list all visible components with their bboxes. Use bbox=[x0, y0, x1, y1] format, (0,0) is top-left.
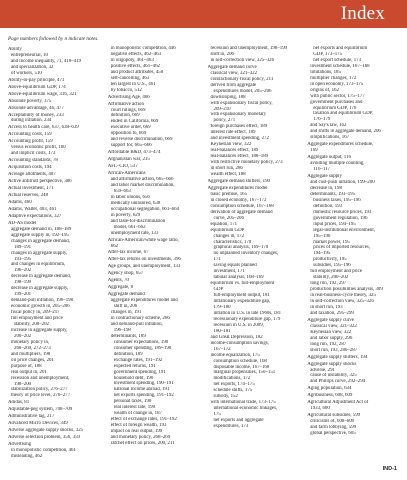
index-heading: Adams, Walter, 403, 461 bbox=[8, 206, 57, 212]
index-subentry: expected returns, 191 bbox=[113, 363, 156, 369]
index-heading: Adjustable-peg system, 708–709 bbox=[8, 407, 73, 413]
index-subentry: and taste-for-discrimination bbox=[110, 218, 166, 224]
index-subentry: 198–200 bbox=[14, 381, 32, 387]
index-subentry: investment, 171 bbox=[213, 269, 245, 275]
index-subentry: and labor supply, 296 bbox=[310, 335, 353, 341]
index-subentry: basic premise, 165 bbox=[210, 191, 248, 197]
index-subentry: and demand-pull inflation, bbox=[110, 321, 163, 327]
index-subentry: classical view, 321–322 bbox=[310, 323, 357, 329]
index-subentry: effect of exchange rates, 191–192 bbox=[110, 417, 177, 423]
index-heading: Adams, 460 bbox=[8, 199, 32, 205]
index-heading: Aggregate expenditures schedule, bbox=[307, 142, 374, 148]
index-column-3 bbox=[208, 46, 304, 462]
index-subentry: 169 bbox=[310, 148, 318, 154]
index-subentry: with international trade, 173–175 bbox=[210, 400, 276, 406]
index-heading: Aggregate demand shifters, 190 bbox=[207, 178, 270, 184]
index-subentry: equilibrium vs. full-employment bbox=[210, 281, 275, 287]
index-subentry: 1933, 600 bbox=[310, 406, 330, 412]
index-subentry: recession and unemployment, bbox=[11, 375, 70, 381]
index-subentry: equilibrium GDP bbox=[210, 227, 245, 233]
index-heading: Above-equilibrium GDP, 174 bbox=[8, 84, 66, 90]
index-subentry: in oligopoly, 461–463 bbox=[110, 57, 154, 63]
index-heading: Agents, 70 bbox=[107, 278, 129, 284]
index-subentry: and Great Depression, 182 bbox=[210, 334, 263, 340]
index-subentry: 200–202 bbox=[14, 333, 32, 339]
index-subentry: in monopolistic competition, 461 bbox=[11, 448, 76, 454]
index-subentry: input prices, 194–195 bbox=[313, 221, 356, 227]
index-subentry: Keynesian view, 322 bbox=[310, 329, 352, 335]
index-heading: Agricultural Adjustment Act of bbox=[307, 400, 369, 406]
index-subentry: recession in U.S. in 2009, bbox=[213, 322, 264, 328]
index-subentry: 196–198 bbox=[113, 327, 131, 333]
index-subentry: in short run, 286 bbox=[210, 166, 243, 172]
index-subentry: during inflation, 234 bbox=[11, 118, 52, 124]
index-subentry: determinants, 193–195 bbox=[310, 191, 356, 197]
index-subentry: with expansionary fiscal policy, bbox=[210, 100, 273, 106]
index-subentry: long run, 192, 287 bbox=[310, 341, 347, 347]
index-heading: AFL–CIO, 537 bbox=[107, 164, 138, 170]
index-subentry: real-balances effect, 188–189 bbox=[210, 154, 269, 160]
index-subentry: changes in aggregate supply, bbox=[11, 250, 68, 256]
index-subentry: shift in, 206 bbox=[210, 51, 235, 57]
index-subentry: net exports spending, 191–192 bbox=[113, 393, 174, 399]
index-heading: Administrative lag, 217 bbox=[8, 414, 55, 420]
index-heading: Aggregate expenditures model bbox=[207, 185, 268, 191]
index-subentry: and changes in equilibrium, bbox=[11, 262, 66, 268]
index-subentry: economic growth in, 205–206 bbox=[11, 304, 70, 310]
index-subentry: 176–179 bbox=[313, 117, 331, 123]
index-subentry: wealth of change in, 187 bbox=[113, 411, 162, 417]
index-subentry: definition, 669 bbox=[110, 113, 140, 119]
index-subentry: ratchet effect on prices, 200, 211 bbox=[110, 441, 175, 446]
index-heading: Aggregate supply shocks bbox=[307, 361, 357, 367]
index-subentry: foreign purchases effect, 189 bbox=[210, 124, 268, 130]
index-subentry: positive effects, 461–462 bbox=[110, 63, 160, 69]
index-heading: Active antitrust perspective, 386 bbox=[8, 179, 72, 185]
index-heading: Adverse aggregate supply shocks, 325 bbox=[8, 428, 84, 434]
index-heading: Accounting profit, 159 bbox=[8, 139, 53, 145]
index-subentry: real interest rate, 190 bbox=[113, 405, 156, 411]
index-subentry: in real-business-cycle theory, 325 bbox=[310, 293, 376, 299]
index-subentry: market power, 195 bbox=[313, 239, 350, 245]
index-subentry: and Say's law, 162 bbox=[310, 123, 347, 129]
index-heading: Absolute advantage, 46, 477 bbox=[8, 105, 64, 111]
index-heading: African-Americans bbox=[107, 171, 146, 177]
index-heading: Aggregate supply curve bbox=[307, 317, 354, 323]
index-column-2 bbox=[108, 46, 204, 462]
index-subentry: and shifts in aggregate demand, 206 bbox=[310, 129, 381, 135]
index-subentry: 195–196 bbox=[313, 233, 331, 239]
index-subentry: personal taxes, 190 bbox=[113, 399, 152, 405]
index-subentry: ten largest in U.S., 461 bbox=[110, 81, 156, 87]
index-heading: Aggregate output, 116 bbox=[307, 155, 351, 161]
index-subentry: 196–202 bbox=[14, 268, 32, 274]
index-heading: Absolute poverty, 375 bbox=[8, 98, 52, 104]
index-subentry: characteristics, 170 bbox=[213, 239, 252, 245]
index-heading: Aging population, 634 bbox=[307, 386, 352, 392]
index-subentry: subsidies, 195–196 bbox=[313, 263, 351, 269]
index-subentry: fiscal policy in, 209–217 bbox=[11, 310, 60, 316]
index-subentry: government purchases and bbox=[310, 99, 363, 105]
index-subentry: taxation and equilibrium GDP, bbox=[313, 111, 374, 117]
index-subentry: GDP, 173–175 bbox=[313, 51, 343, 57]
index-subentry: exchange rates, 191–192 bbox=[113, 357, 163, 363]
index-heading: Ability bbox=[8, 47, 22, 52]
index-subentry: decrease in, 198 bbox=[310, 185, 342, 191]
index-subentry: classical view, 321–322 bbox=[210, 70, 258, 76]
index-subentry: cause of instability, 325 bbox=[310, 373, 357, 379]
index-subentry: determinants, 189 bbox=[110, 333, 146, 339]
index-subentry: real output in, 201 bbox=[11, 369, 47, 375]
index-subentry: stability, 200–202 bbox=[313, 275, 349, 281]
index-subentry: subsidy, 152 bbox=[213, 394, 238, 400]
index-subentry: prices of imported resources, bbox=[313, 245, 371, 251]
index-subentry: and implicit costs, 173 bbox=[11, 151, 56, 157]
index-subentry: 194–195 bbox=[313, 251, 331, 257]
index-heading: Aggregate supply shifters, 194 bbox=[307, 354, 368, 360]
index-subentry: theory of price level, 276–277 bbox=[11, 393, 71, 399]
index-subentry: changes in aggregate demand, bbox=[11, 238, 70, 244]
index-heading: Accounting standards, 78 bbox=[8, 158, 58, 164]
index-subentry: real-balances effect, 189 bbox=[210, 148, 259, 154]
index-heading: African-American/white wage ratio, bbox=[107, 237, 179, 243]
index-subentry: aggregate demand in, 188–189 bbox=[11, 226, 72, 232]
index-subentry: legal-institutional environment, bbox=[313, 227, 375, 233]
index-subentry: negative effects, 462–463 bbox=[110, 51, 162, 57]
index-subentry: policy, 271 bbox=[213, 118, 236, 124]
index-subentry: oil price changes, 201 bbox=[11, 357, 54, 363]
index-subentry: and labor market discrimination, bbox=[110, 182, 175, 188]
index-heading: Access to health care, 637, 638–639 bbox=[8, 125, 79, 131]
index-subentry: domestic resource prices, 193 bbox=[313, 209, 372, 215]
index-subentry: in labor unions, 656 bbox=[110, 194, 150, 200]
index-subentry: in contractionary scheme, 266 bbox=[110, 315, 170, 321]
index-subentry: and taxation, 295–299 bbox=[310, 310, 354, 316]
index-subentry: investment spending, 190–191 bbox=[113, 381, 174, 387]
index-subentry: criticisms of, 608–609 bbox=[310, 419, 355, 425]
index-subentry: investment schedule, 167–168 bbox=[310, 63, 370, 69]
index-subentry: monetary policy in, bbox=[11, 339, 50, 345]
index-subentry: government regulation, 196 bbox=[313, 215, 368, 221]
index-subentry: shift in, 206 bbox=[113, 304, 138, 310]
index-subentry: increase in aggregate supply, bbox=[11, 327, 68, 333]
index-subentry: long run, 192, 297 bbox=[310, 281, 347, 287]
index-subentry: impact on real output, 199 bbox=[110, 429, 163, 435]
index-subentry: production possibilities analysis, 309 bbox=[310, 287, 383, 293]
index-subentry: full employment and price bbox=[310, 269, 362, 275]
index-heading: Aggregate demand bbox=[107, 292, 145, 298]
index-subentry: consumption schedule, 167–168 bbox=[210, 203, 274, 209]
index-columns bbox=[8, 46, 403, 462]
index-subentry: unemployment rate, 133 bbox=[110, 230, 159, 236]
index-subentry: equation, 171 bbox=[210, 221, 238, 227]
index-subentry: equilibrium GDP, 176 bbox=[313, 105, 357, 111]
index-subentry: consumption schedule, 168 bbox=[213, 358, 267, 364]
index-subentry: limitations, 185 bbox=[310, 69, 341, 75]
index-subentry: in self-correction view, 325–326 bbox=[210, 57, 275, 63]
index-subentry: purpose of, 188 bbox=[11, 363, 42, 369]
index-subentry: decrease in aggregate demand, bbox=[11, 274, 72, 280]
index-subentry: business taxes, 195–196 bbox=[313, 197, 361, 203]
index-subentry: 175 bbox=[213, 412, 221, 418]
index-subentry: net exports, 174–175 bbox=[213, 382, 255, 388]
index-subentry: modifications, 172 bbox=[213, 376, 251, 382]
index-subentry: with public sector, 175–177 bbox=[310, 93, 365, 99]
index-subentry: consumer expectations, 190 bbox=[113, 339, 169, 345]
index-subentry: inflation in U.S. in late 1960s, 181 bbox=[213, 310, 282, 316]
index-subentry: opposition to, 669 bbox=[110, 131, 147, 137]
index-subentry: simplifications, 167 bbox=[310, 135, 350, 141]
index-subentry: 209–210 bbox=[213, 106, 231, 112]
index-subentry: income-consumption savings, bbox=[210, 340, 269, 346]
index-subentry: and product attributes, 450 bbox=[110, 69, 164, 75]
index-subentry: and affirmative action, 665–666 bbox=[110, 177, 174, 183]
index-heading: Age groups, and unemployment, 133 bbox=[107, 264, 181, 270]
index-heading: Actual reserves, 248 bbox=[8, 192, 49, 198]
index-subentry: and monetary policy, 268–269 bbox=[110, 435, 171, 441]
index-heading: Agricultural subsidies, 599 bbox=[307, 413, 361, 419]
index-subentry: wealth effect, 188 bbox=[210, 172, 246, 178]
index-subentry: 171 bbox=[213, 257, 221, 263]
index-heading: Above-equilibrium wage, 316, 321 bbox=[8, 91, 77, 97]
index-subentry: government spending, 191 bbox=[113, 369, 166, 375]
index-heading: Adverse selection problem, 356, 359 bbox=[8, 435, 80, 441]
index-subentry: saving equals planned bbox=[213, 263, 257, 269]
index-subentry: versus economic profit, 160 bbox=[11, 145, 66, 151]
index-heading: Advanced Micro Devices, 349 bbox=[8, 421, 68, 427]
index-subentry: and reverse discrimination, 669 bbox=[110, 137, 173, 143]
index-subentry: in short run, 193 bbox=[310, 304, 343, 310]
index-heading: Agency shop, 657 bbox=[107, 271, 144, 277]
index-subentry: definition, 189 bbox=[113, 351, 143, 357]
index-subentry: in poverty, 629 bbox=[110, 212, 141, 218]
index-subentry: 179–180 bbox=[213, 304, 231, 310]
index-subentry: stability, 200–202 bbox=[14, 321, 50, 327]
index-subentry: productivity, 195 bbox=[313, 257, 347, 263]
index-subentry: aggregate expenditures model and bbox=[110, 298, 178, 304]
index-subentry: graphical analysis, 169–170 bbox=[213, 245, 269, 251]
index-subentry: net export schedule, 173 bbox=[313, 57, 362, 63]
index-subentry: occupational segregation, 661–664 bbox=[110, 206, 180, 212]
index-subentry: tabular analysis, 168–169 bbox=[213, 275, 264, 281]
index-subentry: avoiding multiple counting, bbox=[310, 161, 365, 167]
page-title: Index bbox=[340, 3, 385, 24]
index-subentry: marginal propensities, 150–151 bbox=[213, 370, 276, 376]
index-subentry: aggregate supply in, 192–195 bbox=[11, 232, 69, 238]
index-subentry: origins of, 162 bbox=[310, 87, 339, 93]
index-subentry: disposable income, 167–168 bbox=[213, 364, 270, 370]
index-heading: Aggregate demand curve bbox=[207, 64, 257, 70]
index-subentry: full-employment output, 181 bbox=[213, 293, 270, 299]
index-heading: Adidas, 81 bbox=[8, 400, 30, 406]
index-subentry: in monopolistic competition, 446 bbox=[110, 46, 176, 51]
index-heading: Agribusiness, 608, 609 bbox=[307, 393, 353, 399]
index-subentry: demand-pull inflation, 196–198 bbox=[11, 298, 74, 304]
index-subentry: adverse, 291 bbox=[310, 367, 335, 373]
index-subentry: misleading, 462 bbox=[11, 454, 43, 459]
index-subentry: GDP bbox=[213, 287, 224, 293]
index-column-4 bbox=[307, 46, 403, 462]
index-subentry: medically uninsured, 638 bbox=[110, 200, 161, 206]
index-subentry: definition, 193 bbox=[313, 203, 343, 209]
index-heading: Ability-to-pay principle, 471 bbox=[8, 77, 65, 83]
index-subentry: executive order, 669 bbox=[110, 125, 151, 131]
index-subentry: in open economy, 173–175 bbox=[310, 81, 364, 87]
index-subentry: in closed economy, 167–172 bbox=[210, 197, 267, 203]
index-subentry: recessionary expenditure gap, 179 bbox=[213, 316, 281, 322]
index-subentry: 189–191 bbox=[14, 244, 32, 250]
index-subentry: net exports and aggregate bbox=[213, 418, 264, 424]
index-subentry: and Phillips curve, 292–294 bbox=[310, 379, 366, 385]
index-heading: Affirmative action bbox=[107, 101, 144, 107]
index-subentry: derived from aggregate bbox=[210, 82, 257, 88]
index-subentry: by tobacco, 512 bbox=[110, 87, 142, 93]
index-column-1 bbox=[8, 46, 104, 462]
index-subentry: global perspective, 605 bbox=[310, 431, 356, 437]
index-subentry: schedule shifts, 175 bbox=[213, 388, 253, 394]
index-subentry: 662 bbox=[110, 243, 119, 249]
index-subentry: 167–172 bbox=[213, 346, 231, 352]
index-heading: Accounting costs, 159 bbox=[8, 132, 52, 138]
index-heading: Advertising bbox=[8, 442, 32, 448]
index-header-band bbox=[0, 0, 407, 28]
index-subentry: multiplier changes, 172 bbox=[310, 75, 357, 81]
index-subentry: of workers, 510 bbox=[11, 70, 42, 76]
index-subentry: recession and unemployment, 198–199 bbox=[210, 46, 288, 51]
index-subentry: and farm lobbying, 599 bbox=[310, 425, 357, 431]
index-heading: Aggregate, 8 bbox=[107, 285, 134, 291]
index-subentry: consumer spending, 189–190 bbox=[113, 345, 172, 351]
index-subentry: court rulings, 669 bbox=[110, 107, 146, 113]
index-subentry: contractionary fiscal policy, 211 bbox=[210, 76, 274, 82]
index-heading: Acquisition costs, 194 bbox=[8, 165, 52, 171]
index-subentry: 659–663 bbox=[113, 188, 131, 194]
index-subentry: and income inequality, 71, 418–419 bbox=[11, 58, 82, 64]
index-heading: Afghanistan war, 215 bbox=[107, 157, 150, 163]
index-subentry: 116–117 bbox=[313, 167, 331, 173]
index-subentry: derivation of aggregate demand bbox=[210, 209, 273, 215]
index-subentry: expenditures model, 205–206 bbox=[213, 88, 272, 94]
index-heading: Adaptive expectations, 327 bbox=[8, 213, 62, 219]
index-subentry: inflationary expenditure gap, bbox=[213, 299, 271, 305]
index-subentry: interest rate effect, 189 bbox=[210, 130, 256, 136]
index-subentry: net exports and equilibrium bbox=[313, 46, 368, 51]
index-subentry: and investment spending, 272 bbox=[210, 136, 269, 142]
index-subentry: stabilization policy, 276–277 bbox=[11, 387, 68, 393]
index-heading: Actual investment, 171 bbox=[8, 186, 54, 192]
index-subentry: national income abroad, 191 bbox=[113, 387, 170, 393]
index-subentry: 198–199 bbox=[14, 280, 32, 286]
index-subentry: and multipliers, 198 bbox=[11, 351, 51, 357]
index-heading: After-tax income, 67 bbox=[107, 250, 149, 256]
index-heading: Advertising Age, 466 bbox=[107, 94, 150, 100]
index-subentry: and specialization, 32 bbox=[11, 64, 54, 70]
index-subentry: decrease in aggregate supply, bbox=[11, 286, 69, 292]
index-subentry: changes in, 191 bbox=[110, 310, 142, 316]
index-subentry: in self-correction view, 325–326 bbox=[310, 299, 374, 305]
index-subentry: with expansionary monetary bbox=[210, 112, 267, 118]
index-subentry: household debt, 190 bbox=[113, 375, 154, 381]
index-heading: After-tax returns on investments, 396 bbox=[107, 257, 181, 263]
index-subentry: entrepreneurial, 10 bbox=[11, 52, 48, 58]
index-subentry: self-cancelling, 463 bbox=[110, 75, 150, 81]
index-heading: Acceptability of money, 233 bbox=[8, 112, 64, 118]
index-subentry: expenditures, 173 bbox=[213, 424, 249, 430]
index-heading: Acreage allotments, 407 bbox=[8, 172, 56, 178]
page-number: IND-1 bbox=[382, 466, 397, 472]
index-subentry: changes in, 172 bbox=[213, 233, 245, 239]
index-subentry: support for, 665–666 bbox=[110, 143, 152, 149]
index-subentry: 199–201 bbox=[14, 292, 32, 298]
index-subentry: 180–181 bbox=[213, 328, 231, 334]
index-subentry: and cost-push inflation, 199–200 bbox=[310, 179, 375, 185]
index-heading: Affordable B&D, 473–474 bbox=[107, 150, 161, 156]
index-subentry: income equalization, 175 bbox=[210, 352, 260, 358]
index-subentry: with restrictive monetary policy, 273 bbox=[210, 160, 283, 166]
index-subentry: ended in California, 669 bbox=[110, 119, 159, 125]
index-heading: AD-AS model bbox=[8, 220, 37, 226]
index-heading: Aggregate supply bbox=[307, 174, 342, 180]
index-subentry: Keynesian view, 322 bbox=[210, 142, 252, 148]
index-note: Page numbers followed by n indicate notes. bbox=[8, 36, 99, 42]
index-subentry: model, 661–662 bbox=[113, 224, 146, 230]
index-subentry: 193–195 bbox=[14, 256, 32, 262]
index-subentry: international economic linkages, bbox=[213, 406, 278, 412]
index-subentry: curve, 205–206 bbox=[213, 215, 244, 221]
index-subentry: 268–269, 272–273 bbox=[14, 345, 51, 351]
index-subentry: effect of foreign wealth, 193 bbox=[110, 423, 167, 429]
index-subentry: full employment and price bbox=[11, 316, 63, 322]
index-subentry: downsloping, 188 bbox=[210, 94, 246, 100]
index-subentry: short run, 193, 286–287 bbox=[310, 347, 358, 353]
index-subentry: no unplanned inventory changes, bbox=[213, 251, 279, 257]
